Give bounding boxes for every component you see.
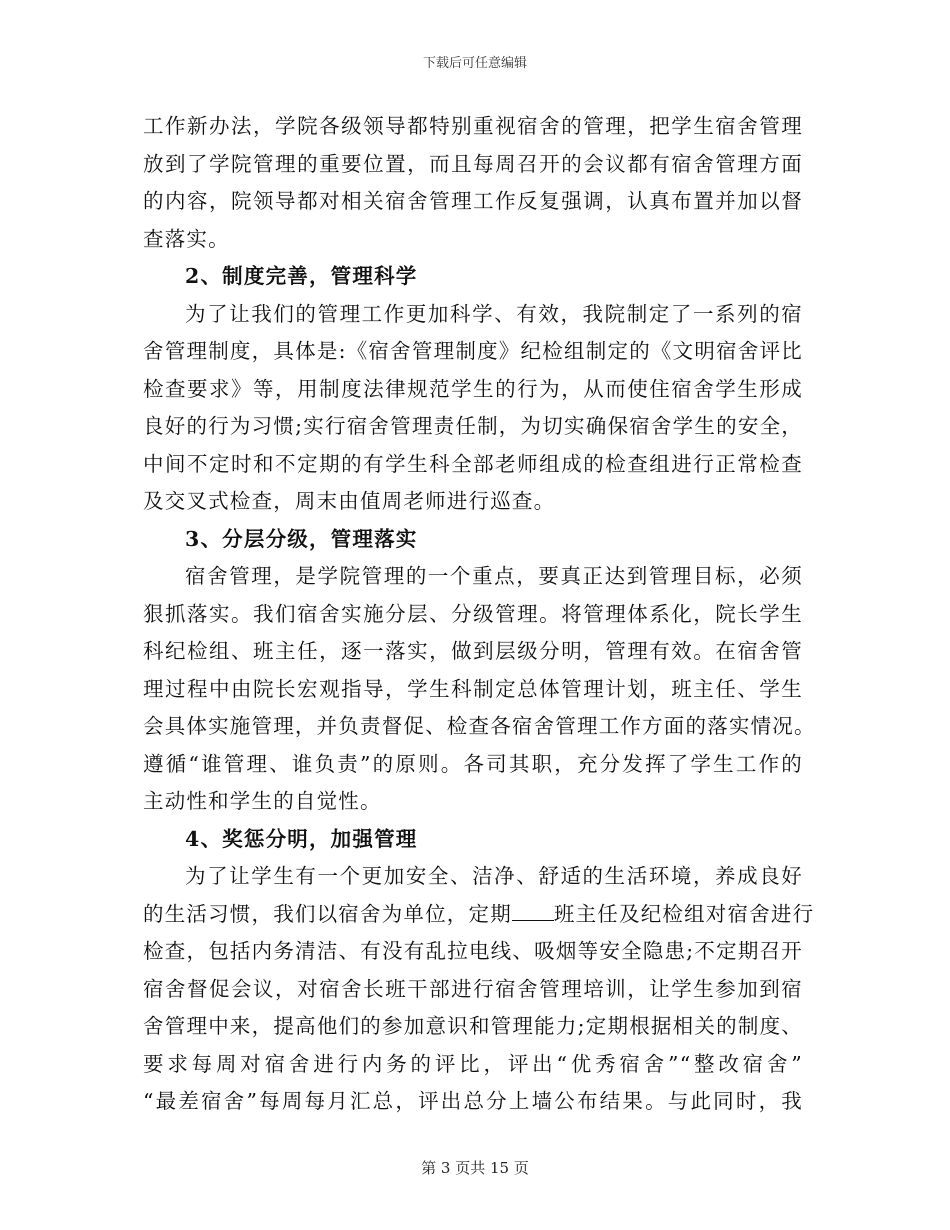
body-line: “最差宿舍”每周每月汇总，评出总分上墙公布结果。与此同时，我 <box>143 1089 803 1113</box>
body-line: 良好的行为习惯;实行宿舍管理责任制，为切实确保宿舍学生的安全， <box>143 414 803 438</box>
body-line: 舍管理制度，具体是:《宿舍管理制度》纪检组制定的《文明宿舍评比 <box>143 339 803 363</box>
body-line: 工作新办法，学院各级领导都特别重视宿舍的管理，把学生宿舍管理 <box>143 114 803 138</box>
body-line: 放到了学院管理的重要位置，而且每周召开的会议都有宿舍管理方面 <box>143 151 803 176</box>
document-body <box>143 108 816 1121</box>
body-line-with-blank <box>143 896 815 934</box>
body-line: 检查，包括内务清洁、有没有乱拉电线、吸烟等安全隐患;不定期召开 <box>143 939 803 963</box>
body-line: 理过程中由院长宏观指导，学生科制定总体管理计划，班主任、学生 <box>143 676 803 701</box>
body-line: 舍管理中来，提高他们的参加意识和管理能力;定期根据相关的制度、 <box>143 1014 803 1038</box>
body-line: 中间不定时和不定期的有学生科全部老师组成的检查组进行正常检查 <box>143 451 803 476</box>
body-line: 宿舍管理，是学院管理的一个重点，要真正达到管理目标，必须 <box>185 564 803 588</box>
body-line: 宿舍督促会议，对宿舍长班干部进行宿舍管理培训，让学生参加到宿 <box>143 976 803 1001</box>
section-heading: 2、制度完善，管理科学 <box>185 264 418 288</box>
page-header: 下载后可任意编辑 <box>422 56 527 71</box>
body-line: 为了让学生有一个更加安全、洁净、舒适的生活环境，养成良好 <box>185 864 803 888</box>
body-line: 查落实。 <box>143 226 230 251</box>
body-line: 会具体实施管理，并负责督促、检查各宿舍管理工作方面的落实情况。 <box>143 714 816 738</box>
fill-in-blank <box>512 902 554 921</box>
body-line: 的内容，院领导都对相关宿舍管理工作反复强调，认真布置并加以督 <box>143 189 803 213</box>
body-line: 检查要求》等，用制度法律规范学生的行为，从而使住宿舍学生形成 <box>143 376 803 401</box>
body-line: 狠抓落实。我们宿舍实施分层、分级管理。将管理体系化，院长学生 <box>143 601 803 626</box>
body-line: 及交叉式检查，周末由值周老师进行巡查。 <box>143 489 556 513</box>
page-footer: 第 3 页共 15 页 <box>421 1159 529 1177</box>
section-heading: 3、分层分级，管理落实 <box>185 526 418 551</box>
section-heading: 4、奖惩分明，加强管理 <box>185 826 418 851</box>
line-segment: 的生活习惯，我们以宿舍为单位，定期 <box>143 901 512 926</box>
line-segment: 班主任及纪检组对宿舍进行 <box>553 901 815 926</box>
body-line: 科纪检组、班主任，逐一落实，做到层级分明，管理有效。在宿舍管 <box>143 639 803 663</box>
body-line: 要求每周对宿舍进行内务的评比，评出“优秀宿舍”“整改宿舍” <box>143 1051 803 1076</box>
body-line: 为了让我们的管理工作更加科学、有效，我院制定了一系列的宿 <box>185 301 803 326</box>
body-line: 主动性和学生的自觉性。 <box>143 789 382 813</box>
body-line: 遵循“谁管理、谁负责”的原则。各司其职，充分发挥了学生工作的 <box>143 751 803 776</box>
